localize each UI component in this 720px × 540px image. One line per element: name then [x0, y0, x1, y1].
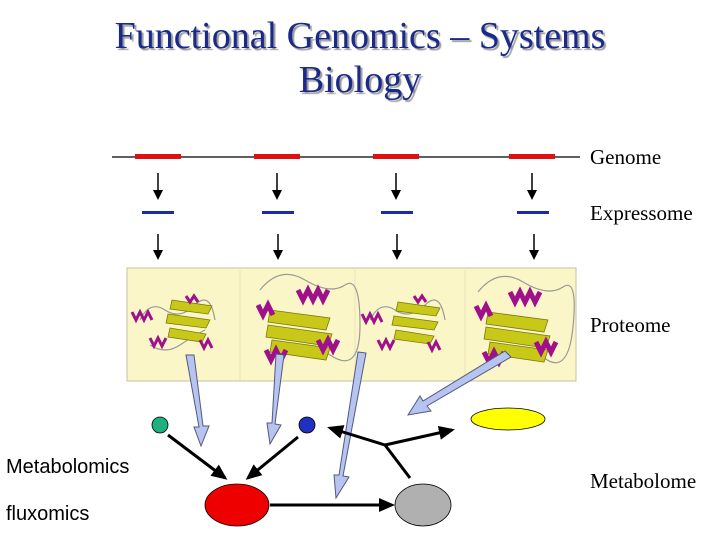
metabolomics-label: Metabolomics	[6, 456, 130, 478]
reaction-branch-stem	[385, 445, 410, 478]
metabolite-yellow	[471, 408, 545, 430]
genome-label: Genome	[590, 145, 662, 169]
reaction-arrow-teal-to-red	[168, 435, 225, 478]
fluxomics-label: fluxomics	[6, 503, 90, 525]
gene-2	[254, 154, 300, 159]
transcript-1	[142, 211, 174, 214]
reaction-arrow-blue-to-red	[248, 437, 298, 478]
transcript-2	[262, 211, 294, 214]
gene-1	[135, 154, 181, 159]
metabolite-red	[205, 484, 269, 526]
metabolite-blue	[299, 417, 315, 433]
expressome-label: Expressome	[590, 201, 693, 225]
reaction-branch-left	[330, 428, 385, 445]
page-title: Functional Genomics – Systems Biology	[114, 15, 606, 101]
metabolite-grey	[395, 484, 451, 526]
reaction-branch-right	[385, 430, 452, 445]
transcript-3	[381, 211, 413, 214]
proteome-label: Proteome	[590, 313, 671, 337]
metabolome-label: Metabolome	[590, 469, 697, 493]
gene-3	[373, 154, 419, 159]
transcript-4	[517, 211, 549, 214]
metabolite-teal	[152, 417, 168, 433]
gene-4	[509, 154, 555, 159]
